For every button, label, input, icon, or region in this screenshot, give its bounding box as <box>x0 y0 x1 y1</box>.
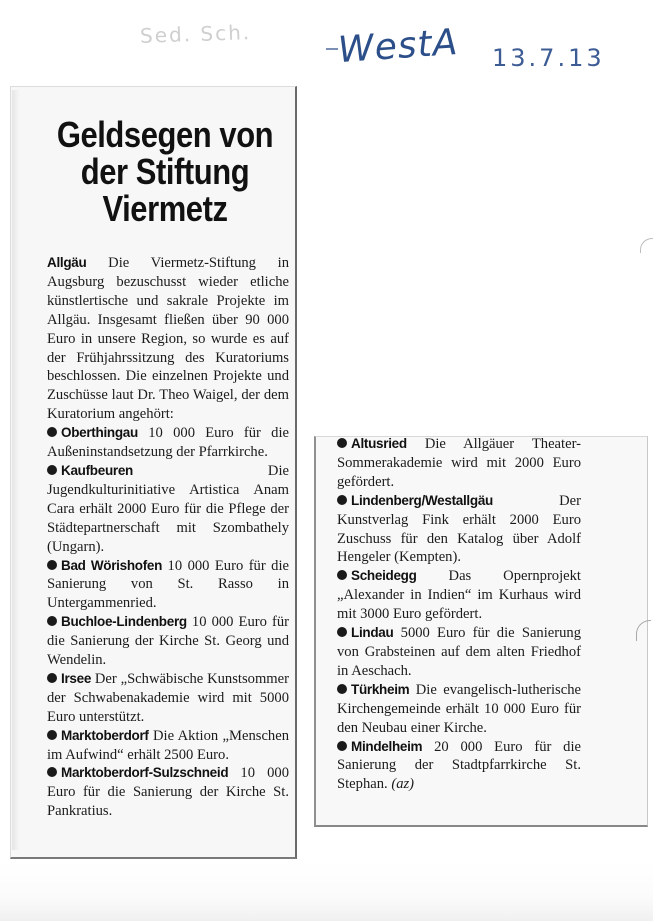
grant-text: 10 000 Euro für die Außeninstandsetzung der Pfarrkirche. <box>47 425 290 461</box>
grant-entry <box>337 567 581 624</box>
grant-place: Kaufbeuren <box>61 462 134 478</box>
scan-background <box>0 861 653 921</box>
grant-entry <box>47 727 289 765</box>
grant-entry <box>47 670 289 727</box>
bullet-icon <box>47 673 57 683</box>
grant-text: Der Kunstverlag Fink erhält 2000 Euro Zuschuss für den Katalog über Adolf Hengeler (Kempten). <box>337 492 581 566</box>
grant-place: Bad Wörishofen <box>61 557 163 573</box>
grant-entry <box>47 557 289 614</box>
bullet-icon <box>337 438 347 448</box>
intro-place-label: Allgäu <box>47 255 87 270</box>
bullet-icon <box>47 560 57 570</box>
bullet-icon <box>47 616 57 626</box>
bullet-icon <box>337 684 347 694</box>
handwritten-source-note: WestA <box>336 21 460 72</box>
bullet-icon <box>337 495 347 505</box>
grant-place: Mindelheim <box>351 738 423 754</box>
bullet-icon <box>47 465 57 475</box>
grant-text: 20 000 Euro für die Sanierung der Stadtpfarrkirche St. Stephan. <box>337 738 581 793</box>
margin-mark <box>640 238 653 253</box>
article-headline: Geldsegen von der Stiftung Viermetz <box>56 114 274 229</box>
grant-text: Die Allgäuer Theater-Sommerakademie wird mit 2000 Euro gefördert. <box>337 436 581 490</box>
grant-place: Lindenberg/Westallgäu <box>351 492 493 508</box>
grant-place: Buchloe-Lindenberg <box>61 614 187 630</box>
grant-text: 10 000 Euro für die Sanierung der Kirche St. Georg und Wendelin. <box>47 614 289 669</box>
author-credit: (az) <box>391 776 415 793</box>
clipping-left-edge-shadow <box>12 90 20 850</box>
grant-entry <box>337 492 581 568</box>
grant-place: Lindau <box>351 625 394 641</box>
grant-entry <box>337 681 581 738</box>
grant-text: Die Aktion „Menschen im Aufwind“ erhält 2500 Euro. <box>47 727 289 763</box>
grant-entry <box>47 764 289 821</box>
handwritten-date-note: 13.7.13 <box>492 44 605 72</box>
grant-text: 5000 Euro für die Sanierung von Grabsteinen auf dem alten Friedhof in Aeschach. <box>337 625 581 679</box>
grant-place: Oberthingau <box>61 425 138 441</box>
faded-handwritten-note: Sed. Sch. <box>139 20 252 48</box>
bullet-icon <box>47 427 57 437</box>
bullet-icon <box>47 730 57 740</box>
grant-text: Die evangelisch-lutherische Kirchengemeinde erhält 10 000 Euro für den Neubau einer Kirche. <box>337 681 581 736</box>
grant-entry <box>337 738 581 795</box>
bullet-icon <box>337 741 347 751</box>
grant-entry <box>47 613 289 670</box>
grant-text: Der „Schwäbische Kunstsommer der Schwabenakademie wird mit 5000 Euro unterstützt. <box>47 670 289 725</box>
grant-place: Irsee <box>61 670 92 686</box>
grant-place: Scheidegg <box>351 568 417 584</box>
article-left-column <box>47 254 289 821</box>
grant-entry <box>337 435 581 492</box>
bullet-icon <box>337 627 347 637</box>
grant-entry <box>337 624 581 681</box>
article-intro <box>47 254 289 424</box>
grant-place: Marktoberdorf-Sulzschneid <box>61 765 229 781</box>
grant-text: Die Jugendkulturinitiative Artistica Anam Cara erhält 2000 Euro für die Pflege der Städtepartnerschaft mit Szombathely (Ungarn). <box>47 462 289 555</box>
grant-place: Marktoberdorf <box>61 727 149 743</box>
bullet-icon <box>337 570 347 580</box>
grant-entry <box>47 424 289 462</box>
grant-entry <box>47 462 289 557</box>
intro-text: Die Viermetz-Stiftung in Augsburg bezuschusst wieder etliche künstlertische und sakrale Projekte im Allgäu. Insgesamt fließen über 90 000 Euro in unsere Region, so wurde es auf der Frühjahrssitzung des Kuratoriums beschlossen. Die einzelnen Projekte und Zuschüsse laut Dr. Theo Waigel, der dem Kuratorium angehört: <box>47 255 290 423</box>
grant-text: 10 000 Euro für die Sanierung der Kirche St. Pankratius. <box>47 765 289 820</box>
bullet-icon <box>47 767 57 777</box>
grant-text: Das Opernprojekt „Alexander in Indien“ im Kurhaus wird mit 3000 Euro gefördert. <box>337 568 581 623</box>
grant-text: 10 000 Euro für die Sanierung von St. Rasso in Untergammenried. <box>47 557 289 612</box>
article-right-column <box>337 435 581 794</box>
grant-place: Türkheim <box>351 681 410 697</box>
handwritten-dash <box>326 48 338 50</box>
grant-place: Altusried <box>351 436 407 451</box>
